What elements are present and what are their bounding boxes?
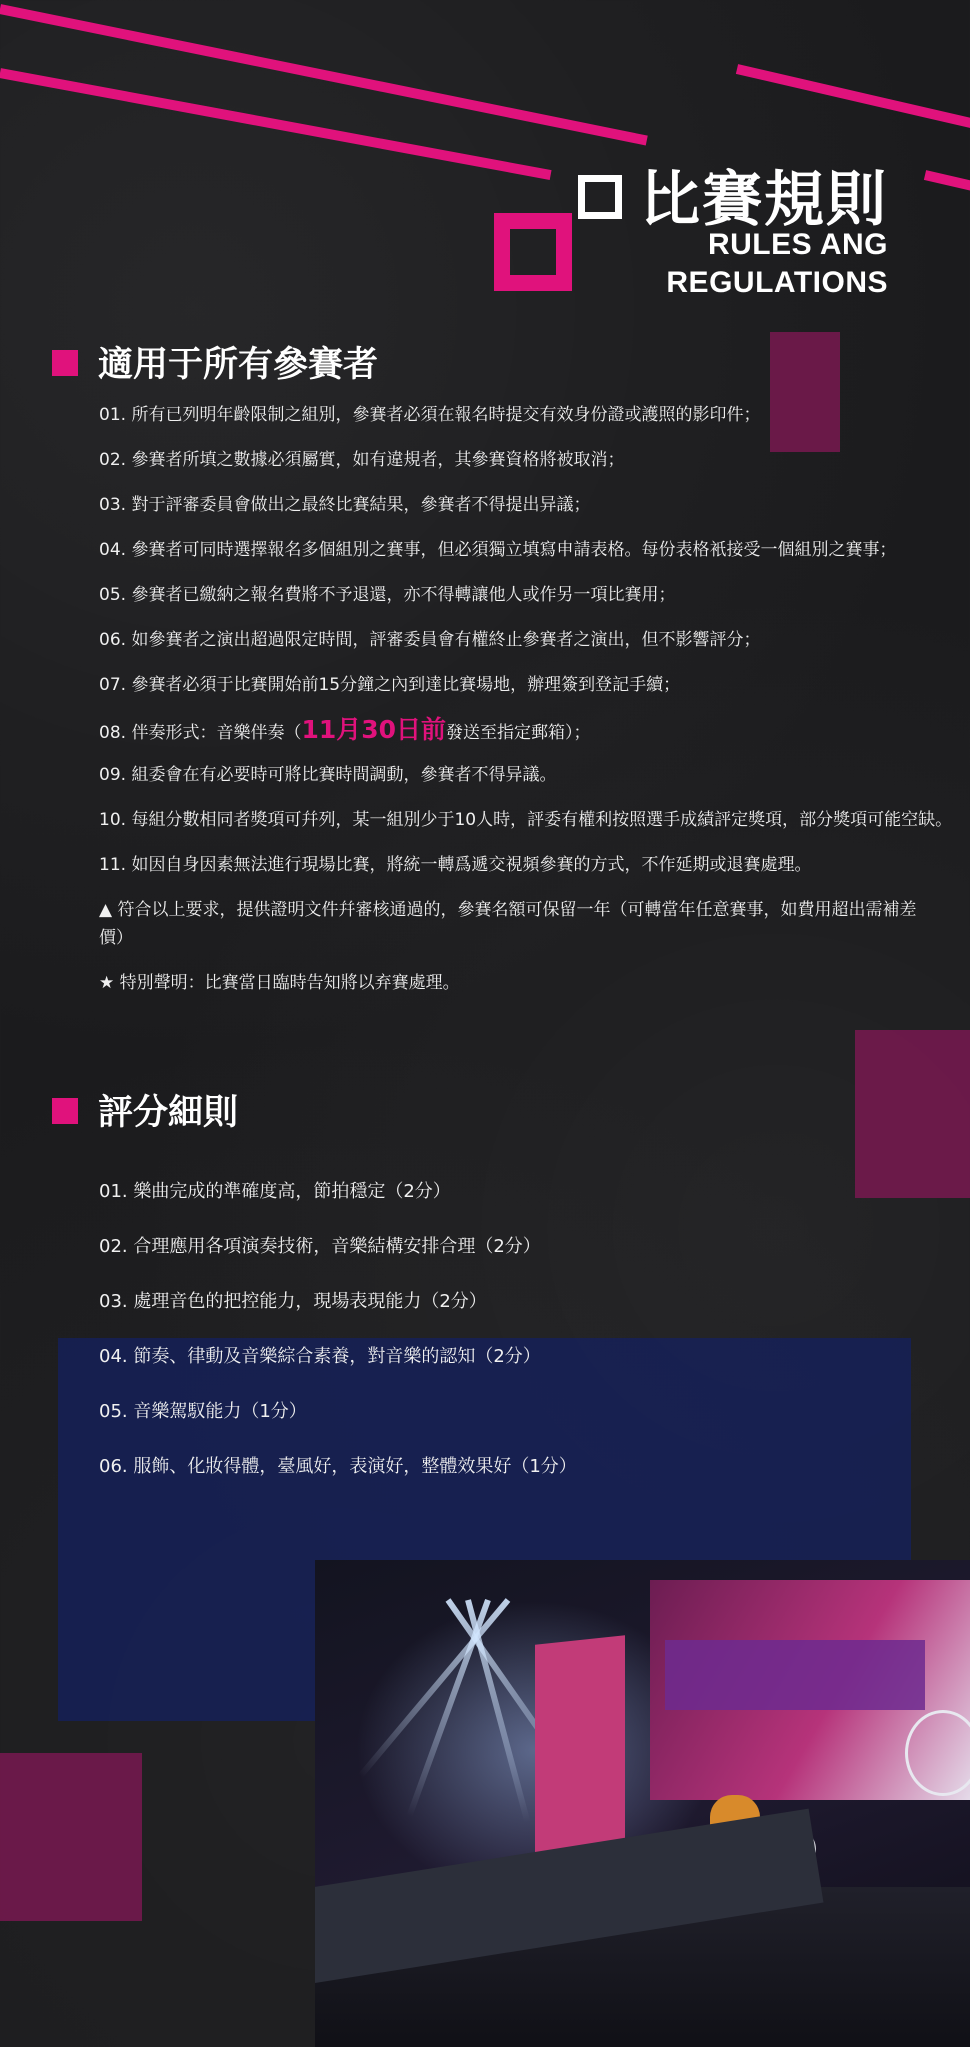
scoring-item: 01. 樂曲完成的準確度高，節拍穩定（2分） bbox=[99, 1181, 451, 1202]
subtitle-line-2: REGULATIONS bbox=[666, 266, 888, 299]
decorative-purple-block bbox=[855, 1030, 970, 1198]
square-bullet-icon bbox=[52, 350, 78, 376]
rule-item: 07. 參賽者必須于比賽開始前15分鐘之內到達比賽場地，辦理簽到登記手續； bbox=[99, 675, 681, 695]
note-triangle: ▲ 符合以上要求，提供證明文件幷審核通過的，參賽名額可保留一年（可轉當年任意賽事，如費用超出需補差價） bbox=[99, 900, 917, 948]
decorative-stripe bbox=[736, 64, 970, 132]
rule-item: 11. 如因自身因素無法進行現場比賽，將統一轉爲遞交視頻參賽的方式，不作延期或退賽處理。 bbox=[99, 855, 812, 875]
rule-item: 04. 參賽者可同時選擇報名多個組別之賽事，但必須獨立填寫申請表格。每份表格衹接受一個組別之賽事； bbox=[99, 540, 897, 560]
rule-item: 02. 參賽者所填之數據必須屬實，如有違規者，其參賽資格將被取消； bbox=[99, 450, 625, 470]
rule-item: 10. 每組分數相同者獎項可幷列，某一組別少于10人時，評委有權利按照選手成績評定獎項，部分獎項可能空缺。 bbox=[99, 810, 953, 830]
subtitle-line-1: RULES ANG bbox=[707, 228, 888, 261]
rule-item: 03. 對于評審委員會做出之最終比賽結果，參賽者不得提出异議； bbox=[99, 495, 591, 515]
section-heading-all-participants bbox=[52, 337, 378, 387]
scoring-item: 06. 服飾、化妝得體，臺風好，表演好，整體效果好（1分） bbox=[99, 1456, 577, 1477]
rule-item-accompaniment bbox=[99, 716, 959, 761]
deadline-highlight: 11月30日前 bbox=[301, 715, 447, 744]
decorative-stripe bbox=[924, 170, 970, 198]
section-heading-scoring bbox=[52, 1085, 238, 1135]
rule-item: 09. 組委會在有必要時可將比賽時間調動，參賽者不得异議。 bbox=[99, 765, 557, 785]
square-icon bbox=[578, 175, 622, 219]
decorative-outline-square bbox=[494, 213, 572, 291]
section-heading-text: 評分細則 bbox=[98, 1093, 239, 1133]
scoring-item: 02. 合理應用各項演奏技術，音樂結構安排合理（2分） bbox=[99, 1236, 541, 1257]
decorative-stripe bbox=[0, 68, 552, 180]
scoring-item: 03. 處理音色的把控能力，現場表現能力（2分） bbox=[99, 1291, 487, 1312]
decorative-stripe bbox=[0, 4, 648, 145]
decorative-purple-block bbox=[0, 1753, 142, 1921]
stage-banner-logo-band bbox=[665, 1640, 925, 1710]
section-heading-text: 適用于所有參賽者 bbox=[98, 345, 379, 385]
rule-item: 01. 所有已列明年齡限制之組別，參賽者必須在報名時提交有效身份證或護照的影印件； bbox=[99, 405, 761, 425]
square-bullet-icon bbox=[52, 1098, 78, 1124]
rules-list bbox=[99, 401, 959, 1014]
rule-text: 發送至指定郵箱）； bbox=[446, 723, 591, 743]
rule-text: 08. 伴奏形式：音樂伴奏（ bbox=[99, 723, 302, 743]
rule-item: 06. 如參賽者之演出超過限定時間，評審委員會有權終止參賽者之演出，但不影響評分； bbox=[99, 630, 761, 650]
scoring-list bbox=[99, 1178, 859, 1508]
scoring-item: 04. 節奏、律動及音樂綜合素養，對音樂的認知（2分） bbox=[99, 1346, 541, 1367]
page-title-text: 比賽規則 bbox=[640, 165, 888, 235]
rule-item: 05. 參賽者已繳納之報名費將不予退還，亦不得轉讓他人或作另一項比賽用； bbox=[99, 585, 676, 605]
page-subtitle bbox=[666, 226, 888, 302]
stage-photo bbox=[315, 1560, 970, 2047]
scoring-item: 05. 音樂駕馭能力（1分） bbox=[99, 1401, 307, 1422]
note-star: ★ 特別聲明：比賽當日臨時告知將以弃賽處理。 bbox=[99, 973, 460, 993]
